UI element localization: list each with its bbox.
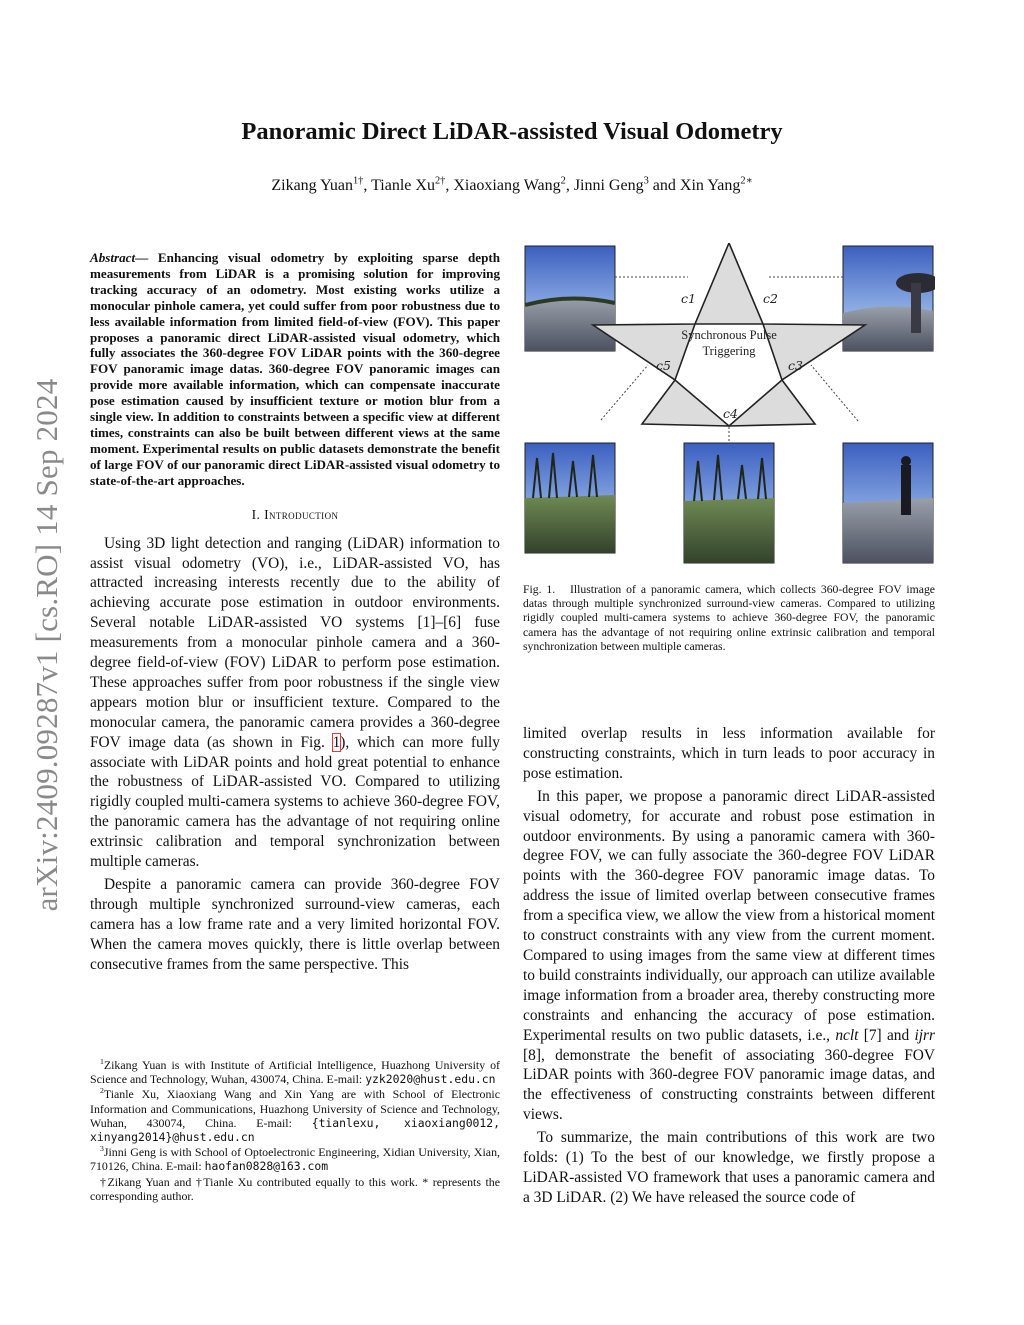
intro-paragraph-3: limited overlap results in less information available for constructing constraints, which in turn leads to poor accuracy in pose estimation. <box>523 725 935 782</box>
section-title: Introduction <box>264 506 339 522</box>
author-list: Zikang Yuan$^{1\dagger}$, Tianle $Xu^{2\dagger}$, Xiaoxiang Wang$^2$, Jinni Geng$^3$ and Xin Yang$^{2∗}$ <box>271 175 753 194</box>
figure-1-caption <box>523 583 935 654</box>
email-link[interactable]: yzk2020@hust.edu.cn <box>365 1072 496 1087</box>
author-name: Xiaoxiang Wang <box>453 177 561 194</box>
center-label-line-1: Synchronous Pulse <box>681 328 777 342</box>
center-label-line-2: Triggering <box>702 344 756 358</box>
figure-1-diagram <box>523 243 935 573</box>
abstract <box>90 250 500 489</box>
dataset-name: ijrr <box>914 1026 935 1044</box>
camera-view-c4-photo <box>684 443 774 563</box>
camera-label-c1: c1 <box>681 291 696 306</box>
arxiv-sidebar <box>31 350 63 940</box>
intro-paragraph-2: Despite a panoramic camera can provide 360-degree FOV through multiple synchronized surround-view cameras, each camera has a low frame rate and a very limited horizontal FOV. When the camera moves quickly, there is little overlap between consecutive frames from the same perspective. This <box>90 876 500 973</box>
author-affiliation: 1† <box>352 175 364 187</box>
author-name: Zikang Yuan <box>271 177 353 194</box>
left-column <box>90 250 500 975</box>
camera-view-c2-photo <box>843 246 935 351</box>
author-name: Xin Yang <box>679 177 741 194</box>
camera-view-c3-photo <box>843 443 933 563</box>
footnote-1: $^1$Zikang Yuan is with Institute of Artificial Intelligence, Huazhong University of Science and Technology, Wuhan, 430074, China. E-mail: yzk2020@hust.edu.cn <box>90 1057 500 1087</box>
author-affiliation: 2† <box>434 175 446 187</box>
camera-label-c2: c2 <box>763 291 778 306</box>
caption-text: Illustration of a panoramic camera, which collects 360-degree FOV image datas through multiple synchronized surround-view cameras. Compared to utilizing rigidly coupled multi-camera systems to achieve 360-degree FOV, the panoramic camera has the advantage of not requiring online extrinsic calibration and temporal synchronization between multiple cameras. <box>523 583 935 653</box>
author-name: Jinni Geng <box>573 177 644 194</box>
abstract-label: Abstract <box>90 250 136 265</box>
footnote-4: †Zikang Yuan and †Tianle Xu contributed equally to this work. * represents the corresponding author. <box>90 1174 500 1203</box>
right-column-figure <box>523 243 935 654</box>
figure-1-link[interactable]: 1 <box>332 733 341 751</box>
camera-view-c1-photo <box>525 246 615 351</box>
dataset-name: nclt <box>835 1026 859 1044</box>
footnote-2: $^2$Tianle Xu, Xiaoxiang Wang and Xin Yang are with School of Electronic Information and Communications, Huazhong University of Science and Technology, Wuhan, 430074, China. E-mail: {tianlexu, xiaoxiang0012, xinyang2014}@hust.edu.cn <box>90 1086 500 1145</box>
section-heading-introduction <box>90 507 500 523</box>
paper-title: Panoramic Direct LiDAR-assisted Visual Odometry <box>241 118 783 145</box>
author-affiliation: 2 <box>560 175 566 187</box>
author-name: Tianle Xu <box>371 177 435 194</box>
abstract-text: — Enhancing visual odometry by exploiting sparse depth measurements from LiDAR is a promising solution for improving tracking accuracy of an odometry. Most existing works utilize a monocular pinhole camera, yet could suffer from poor robustness due to less available information from limited field-of-view (FOV). This paper proposes a panoramic direct LiDAR-assisted visual odometry, which fully associates the 360-degree FOV LiDAR points with the 360-degree FOV panoramic image datas. 360-degree FOV panoramic images can provide more available information, which can compensate inaccurate pose estimation caused by insufficient texture or motion blur from a single view. In addition to constraints between a specific view at different times, constraints can also be built between different views at the same moment. Experimental results on public datasets demonstrate the benefit of large FOV of our panoramic direct LiDAR-assisted visual odometry to state-of-the-art approaches. <box>90 250 500 488</box>
footnote-3: $^3$Jinni Geng is with School of Optoelectronic Engineering, Xidian University, Xian, 710126, China. E-mail: haofan0828@163.com <box>90 1144 500 1174</box>
camera-view-c5-photo <box>525 443 615 553</box>
figure-1 <box>523 243 935 573</box>
email-link[interactable]: {tianlexu, xiaoxiang0012, xinyang2014}@hust.edu.cn <box>90 1115 500 1145</box>
author-affiliation: 2∗ <box>740 175 753 187</box>
camera-label-c3: c3 <box>788 358 803 373</box>
section-number: I. <box>251 506 261 522</box>
email-link[interactable]: haofan0828@163.com <box>204 1159 329 1174</box>
footnotes <box>90 1058 500 1204</box>
intro-paragraph-1: Using 3D light detection and ranging (LiDAR) information to assist visual odometry (VO), i.e., LiDAR-assisted VO, has attracted increasing interests recently due to the ability of achieving accurate pose estimation in outdoor environments. Several notable LiDAR-assisted VO systems [1]–[6] fuse measurements from a monocular pinhole camera and a 360-degree field-of-view (FOV) LiDAR to perform pose estimation. These approaches suffer from poor robustness if the single view appears motion blur or insufficient texture. Compared to the monocular camera, the panoramic camera provides a 360-degree FOV image data (as shown in Fig. 1), which can more fully associate with LiDAR points and hold great potential to enhance the robustness of LiDAR-assisted VO. Compared to utilizing rigidly coupled multi-camera systems to achieve 360-degree FOV, the panoramic camera has the advantage of not requiring online extrinsic calibration and temporal synchronization between multiple cameras. <box>90 534 500 871</box>
right-column-text <box>523 724 935 1208</box>
camera-label-c4: c4 <box>723 406 738 421</box>
camera-label-c5: c5 <box>656 358 671 373</box>
author-affiliation: 3 <box>643 175 649 187</box>
intro-paragraph-5: To summarize, the main contributions of this work are two folds: (1) To the best of our knowledge, we firstly propose a LiDAR-assisted VO framework that uses a panoramic camera and a 3D LiDAR. (2) We have released the source code of <box>523 1129 935 1206</box>
caption-label: Fig. 1. <box>523 583 556 596</box>
intro-paragraph-4: In this paper, we propose a panoramic direct LiDAR-assisted visual odometry, for accurate and robust pose estimation in outdoor environments. By using a panoramic camera with 360-degree FOV, we can fully associate the 360-degree FOV LiDAR points with the 360-degree FOV panoramic image datas. To address the issue of limited overlap between consecutive frames from a specifica view, we allow the view from a historical moment to construct constraints with any view from the current moment. Compared to using images from the same view at different times to build constraints individually, our approach can utilize available image information from a broader area, thereby constructing more constraints and enhancing the accuracy of pose estimation. Experimental results on two public datasets, i.e., nclt [7] and ijrr [8], demonstrate the benefit of associating 360-degree FOV LiDAR points with 360-degree FOV panoramic image datas, and the effectiveness of constructing constraints between different views. <box>523 787 935 1124</box>
arxiv-identifier: arXiv:2409.09287v1 [cs.RO] 14 Sep 2024 <box>29 378 64 912</box>
